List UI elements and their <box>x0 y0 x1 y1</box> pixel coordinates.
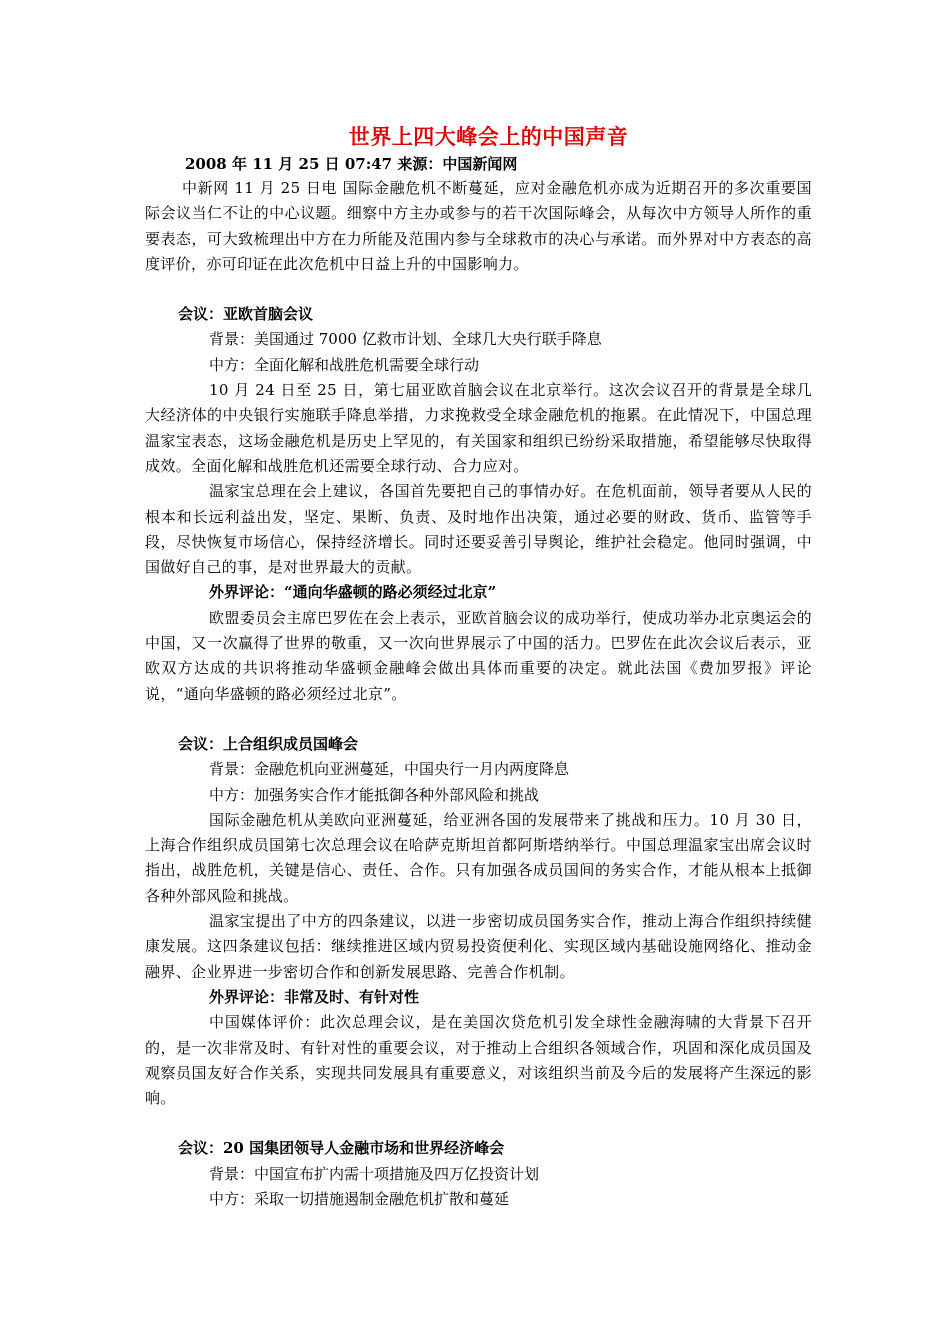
article-title: 世界上四大峰会上的中国声音 <box>348 124 629 149</box>
document-page <box>145 122 812 1212</box>
background-line: 背景：美国通过 7000 亿救市计划、全球几大央行联手降息 <box>209 330 602 349</box>
article-meta: 2008 年 11 月 25 日 07:47 来源：中国新闻网 <box>185 155 518 173</box>
meeting-heading: 会议：20 国集团领导人金融市场和世界经济峰会 <box>178 1139 505 1158</box>
comment-heading: 外界评论：非常及时、有针对性 <box>209 987 420 1006</box>
section-gap <box>145 277 812 302</box>
section-sco <box>145 732 812 1111</box>
meeting-heading: 会议：上合组织成员国峰会 <box>178 734 359 753</box>
comment-paragraph: 欧盟委员会主席巴罗佐在会上表示，亚欧首脑会议的成功举行，使成功举办北京奥运会的中国，又一次赢得了世界的敬重，又一次向世界展示了中国的活力。巴罗佐在此次会议后表示，亚欧双方达成的共识将推动华盛顿金融峰会做出具体而重要的决定。就此法国《费加罗报》评论说，“通向华盛顿的路必须经过北京”。 <box>145 608 812 703</box>
body-paragraph: 温家宝提出了中方的四条建议，以进一步密切成员国务实合作，推动上海合作组织持续健康发展。这四条建议包括：继续推进区域内贸易投资便利化、实现区域内基础设施网络化、推动金融界、企业界进一步密切合作和创新发展思路、完善合作机制。 <box>145 912 812 981</box>
comment-heading: 外界评论：“通向华盛顿的路必须经过北京” <box>209 583 497 602</box>
section-gap <box>145 1111 812 1136</box>
china-position-line: 中方：全面化解和战胜危机需要全球行动 <box>209 355 480 374</box>
intro-paragraph: 中新网 11 月 25 日电 国际金融危机不断蔓延，应对金融危机亦成为近期召开的多次重要国际会议当仁不让的中心议题。细察中方主办或参与的若干次国际峰会，从每次中方领导人所作的重要表态，可大致梳理出中方在力所能及范围内参与全球救市的决心与承诺。而外界对中方表态的高度评价，亦可印证在此次危机中日益上升的中国影响力。 <box>145 179 812 273</box>
background-line: 背景：金融危机向亚洲蔓延，中国央行一月内两度降息 <box>209 760 570 779</box>
background-line: 背景：中国宣布扩内需十项措施及四万亿投资计划 <box>209 1164 540 1183</box>
body-paragraph: 温家宝总理在会上建议，各国首先要把自己的事情办好。在危机面前，领导者要从人民的根本和长远利益出发，坚定、果断、负责、及时地作出决策，通过必要的财政、货币、监管等手段，尽快恢复市场信心，保持经济增长。同时还要妥善引导舆论，维护社会稳定。他同时强调，中国做好自己的事，是对世界最大的贡献。 <box>145 482 812 577</box>
section-gap <box>145 707 812 732</box>
comment-paragraph: 中国媒体评价：此次总理会议，是在美国次贷危机引发全球性金融海啸的大背景下召开的，是一次非常及时、有针对性的重要会议，对于推动上合组织各领域合作，巩固和深化成员国及观察员国友好合作关系，实现共同发展具有重要意义，对该组织当前及今后的发展将产生深远的影响。 <box>145 1013 812 1108</box>
meeting-heading: 会议：亚欧首脑会议 <box>178 305 314 324</box>
body-paragraph: 国际金融危机从美欧向亚洲蔓延，给亚洲各国的发展带来了挑战和压力。10 月 30 日，上海合作组织成员国第七次总理会议在哈萨克斯坦首都阿斯塔纳举行。中国总理温家宝出席会议时指出，战胜危机，关键是信心、责任、合作。只有加强各成员国间的务实合作，才能从根本上抵御各种外部风险和挑战。 <box>145 810 812 905</box>
china-position-line: 中方：采取一切措施遏制金融危机扩散和蔓延 <box>209 1189 510 1208</box>
section-g20 <box>145 1136 812 1212</box>
china-position-line: 中方：加强务实合作才能抵御各种外部风险和挑战 <box>209 785 540 804</box>
body-paragraph: 10 月 24 日至 25 日，第七届亚欧首脑会议在北京举行。这次会议召开的背景是全球几大经济体的中央银行实施联手降息举措，力求挽救受全球金融危机的拖累。在此情况下，中国总理温家宝表态，这场金融危机是历史上罕见的，有关国家和组织已纷纷采取措施，希望能够尽快取得成效。全面化解和战胜危机还需要全球行动、合力应对。 <box>145 381 812 475</box>
section-asem <box>145 302 812 707</box>
